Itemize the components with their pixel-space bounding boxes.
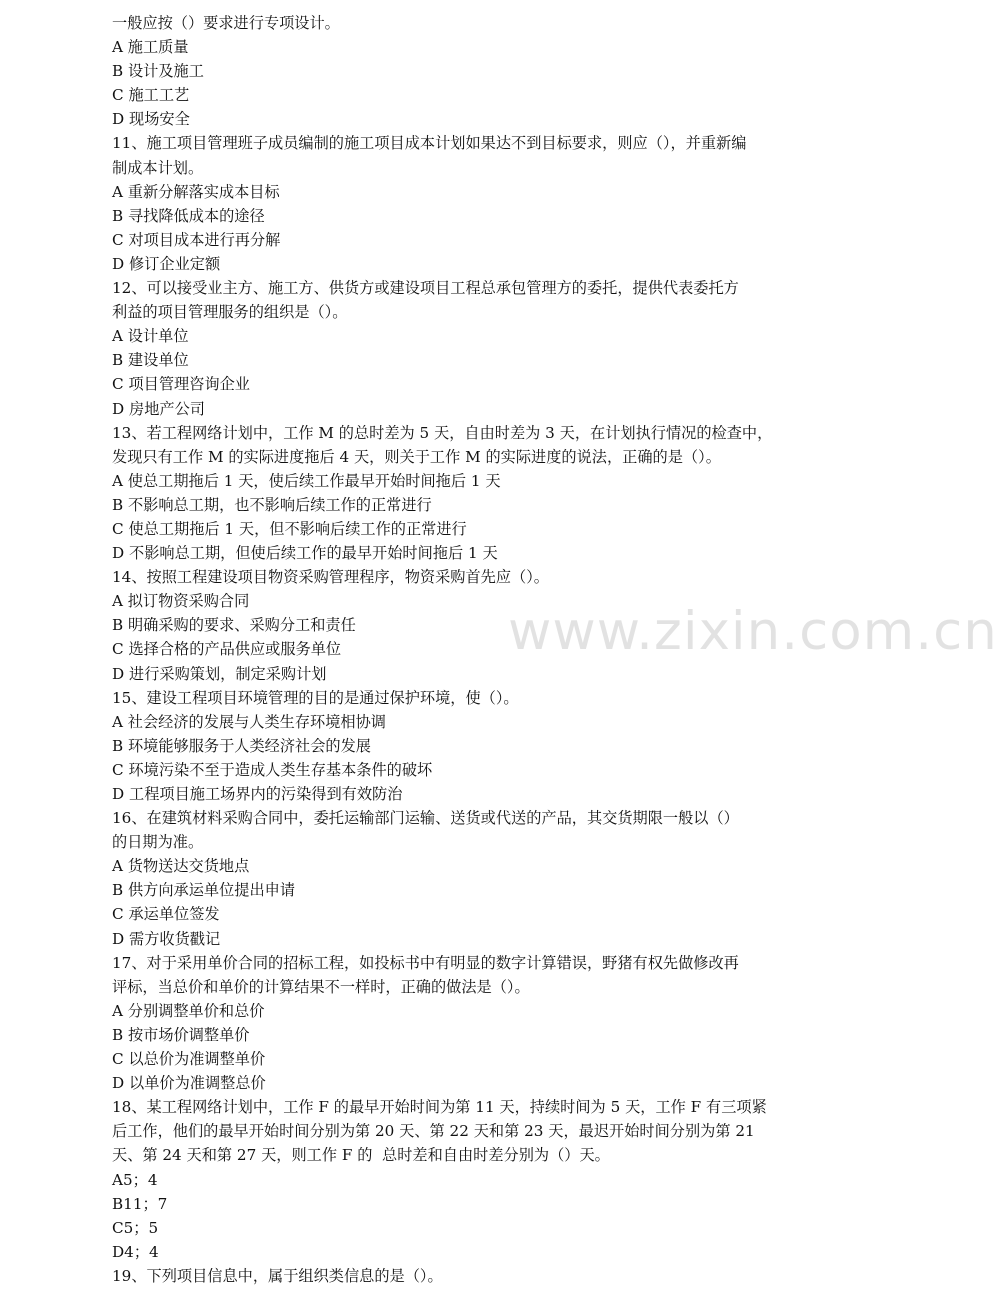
text-line: D 不影响总工期，但使后续工作的最早开始时间拖后 1 天 [112,544,498,563]
text-line: C 项目管理咨询企业 [112,375,250,394]
text-line: 14、按照工程建设项目物资采购管理程序，物资采购首先应（）。 [112,568,549,587]
text-line: C 对项目成本进行再分解 [112,230,281,249]
text-line: A 重新分解落实成本目标 [112,182,280,201]
text-line: D 以单价为准调整总价 [112,1074,266,1093]
text-line: A 施工质量 [112,38,189,57]
text-line: B 环境能够服务于人类经济社会的发展 [112,736,371,755]
text-line: 11、施工项目管理班子成员编制的施工项目成本计划如果达不到目标要求，则应（），并重新编 [112,134,747,153]
text-line: 的日期为准。 [112,833,204,852]
text-line: 15、建设工程项目环境管理的目的是通过保护环境，使（）。 [112,688,519,707]
text-line: B 明确采购的要求、采购分工和责任 [112,616,356,635]
text-line: 18、某工程网络计划中，工作 F 的最早开始时间为第 11 天，持续时间为 5 天，工作 F 有三项紧 [112,1098,767,1117]
text-line: D 进行采购策划，制定采购计划 [112,664,327,683]
text-line: D 修订企业定额 [112,254,221,273]
text-line: C 环境污染不至于造成人类生存基本条件的破坏 [112,760,433,779]
text-line: 发现只有工作 M 的实际进度拖后 4 天，则关于工作 M 的实际进度的说法，正确的是（）。 [112,447,721,466]
text-line: D4；4 [112,1242,159,1261]
text-line: D 需方收货戳记 [112,929,221,948]
text-line: B11；7 [112,1194,168,1213]
text-line: 评标，当总价和单价的计算结果不一样时，正确的做法是（）。 [112,977,530,996]
text-line: B 不影响总工期，也不影响后续工作的正常进行 [112,495,432,514]
watermark: www.zixin.com.cn [508,601,998,662]
text-line: B 建设单位 [112,351,189,370]
text-line: 12、可以接受业主方、施工方、供货方或建设项目工程总承包管理方的委托，提供代表委托方 [112,279,739,298]
text-line: A 社会经济的发展与人类生存环境相协调 [112,712,386,731]
text-line: A5；4 [112,1170,158,1189]
text-line: C 选择合格的产品供应或服务单位 [112,640,342,659]
text-line: D 房地产公司 [112,399,205,418]
text-line: A 拟订物资采购合同 [112,592,250,611]
text-line: C 施工工艺 [112,86,190,105]
text-line: 16、在建筑材料采购合同中，委托运输部门运输、送货或代送的产品，其交货期限一般以（） [112,809,739,828]
text-line: 19、下列项目信息中，属于组织类信息的是（）。 [112,1266,443,1285]
text-line: 天、第 24 天和第 27 天，则工作 F 的 总时差和自由时差分别为（）天。 [112,1146,610,1165]
text-line: A 货物送达交货地点 [112,857,250,876]
text-line: C 承运单位签发 [112,905,220,924]
text-line: 利益的项目管理服务的组织是（）。 [112,303,348,322]
document-body [112,11,792,1288]
text-line: 制成本计划。 [112,158,204,177]
text-line: C 使总工期拖后 1 天，但不影响后续工作的正常进行 [112,519,467,538]
text-line: 13、若工程网络计划中，工作 M 的总时差为 5 天，自由时差为 3 天，在计划执行情况的检查中， [112,423,773,442]
text-line: B 设计及施工 [112,62,204,81]
text-line: D 工程项目施工场界内的污染得到有效防治 [112,785,403,803]
text-line: A 分别调整单价和总价 [112,1001,265,1020]
text-line: C5；5 [112,1218,159,1237]
text-line: B 按市场价调整单价 [112,1025,250,1044]
text-line: 17、对于采用单价合同的招标工程，如投标书中有明显的数字计算错误，野猪有权先做修改再 [112,953,739,972]
text-line: D 现场安全 [112,110,190,129]
text-line: C 以总价为准调整单价 [112,1050,266,1069]
text-line: A 使总工期拖后 1 天，使后续工作最早开始时间拖后 1 天 [112,471,501,490]
text-line: B 寻找降低成本的途径 [112,206,265,225]
text-line: 后工作，他们的最早开始时间分别为第 20 天、第 22 天和第 23 天，最迟开始时间分别为第 21 [112,1122,755,1141]
text-line: B 供方向承运单位提出申请 [112,881,296,900]
text-line: 一般应按（）要求进行专项设计。 [112,14,340,32]
text-line: A 设计单位 [112,327,189,346]
